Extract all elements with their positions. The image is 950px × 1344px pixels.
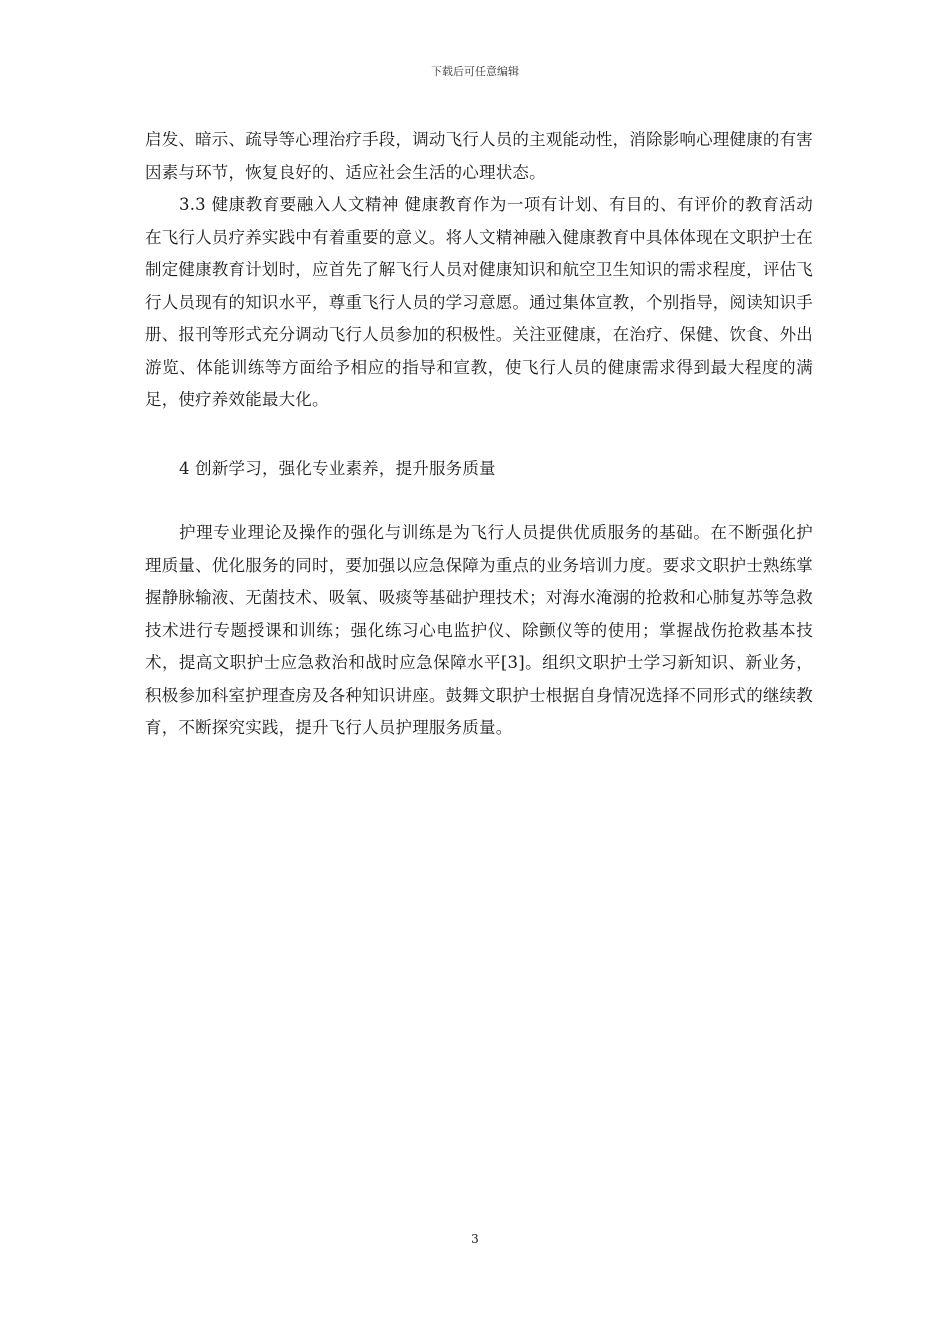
paragraph-section-3-3: 3.3 健康教育要融入人文精神 健康教育作为一项有计划、有目的、有评价的教育活动在飞行人员疗养实践中有着重要的意义。将人文精神融入健康教育中具体体现在文职护士在制定健康教育计划时，应首先了解飞行人员对健康知识和航空卫生知识的需求程度，评估飞行人员现有的知识水平，尊重飞行人员的学习意愿。通过集体宣教，个别指导，阅读知识手册、报刊等形式充分调动飞行人员参加的积极性。关注亚健康，在治疗、保健、饮食、外出游览、体能训练等方面给予相应的指导和宣教，使飞行人员的健康需求得到最大程度的满足，使疗养效能最大化。 — [145, 195, 813, 409]
document-body — [145, 124, 813, 745]
page-header: 下载后可任意编辑 — [431, 65, 519, 78]
page-number: 3 — [471, 1232, 479, 1246]
paragraph-section-4: 护理专业理论及操作的强化与训练是为飞行人员提供优质服务的基础。在不断强化护理质量、优化服务的同时，要加强以应急保障为重点的业务培训力度。要求文职护士熟练掌握静脉输液、无菌技术、吸氧、吸痰等基础护理技术；对海水淹溺的抢救和心肺复苏等急救技术进行专题授课和训练；强化练习心电监护仪、除颤仪等的使用；掌握战伤抢救基本技术，提高文职护士应急救治和战时应急保障水平[3]。组织文职护士学习新知识、新业务，积极参加科室护理查房及各种知识讲座。鼓舞文职护士根据自身情况选择不同形式的继续教育，不断探究实践，提升飞行人员护理服务质量。 — [145, 523, 813, 737]
paragraph-continued: 启发、暗示、疏导等心理治疗手段，调动飞行人员的主观能动性，消除影响心理健康的有害因素与环节，恢复良好的、适应社会生活的心理状态。 — [145, 130, 813, 182]
section-heading-4: 4 创新学习，强化专业素养，提升服务质量 — [179, 458, 496, 478]
